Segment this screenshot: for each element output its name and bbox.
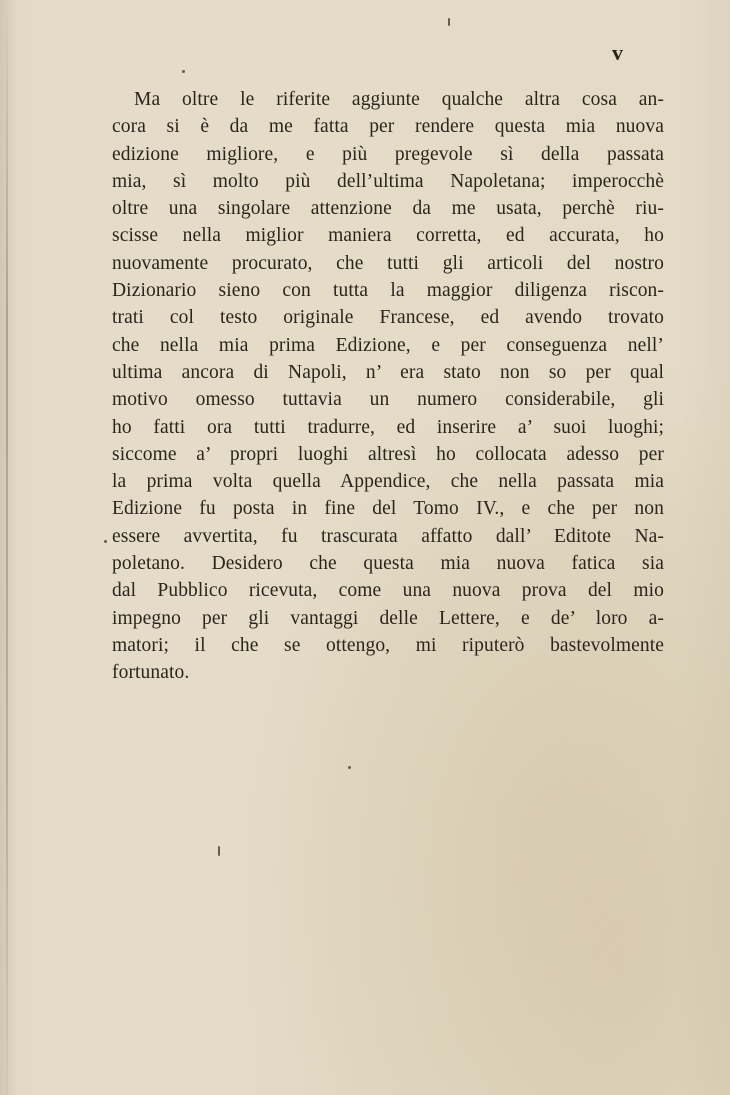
text-line: essere avvertita, fu trascurata affatto dall’ Editote Na- [112, 525, 664, 547]
paper-speck [348, 766, 351, 769]
text-line: siccome a’ propri luoghi altresì ho collocata adesso per [112, 443, 664, 465]
text-line: ho fatti ora tutti tradurre, ed inserire a’ suoi luoghi; [112, 416, 664, 438]
text-line: motivo omesso tuttavia un numero considerabile, gli [112, 389, 664, 411]
text-line: ultima ancora di Napoli, n’ era stato non so per qual [112, 361, 664, 383]
body-paragraph [112, 86, 664, 687]
text-line: matori; il che se ottengo, mi riputerò bastevolmente [112, 634, 664, 656]
text-line: Dizionario sieno con tutta la maggior diligenza riscon- [112, 280, 664, 302]
text-line: cora si è da me fatta per rendere questa mia nuova [112, 116, 664, 138]
text-line: nuovamente procurato, che tutti gli articoli del nostro [112, 252, 664, 274]
paper-speck [104, 540, 107, 543]
text-line: dal Pubblico ricevuta, come una nuova prova del mio [112, 580, 664, 602]
text-line: che nella mia prima Edizione, e per conseguenza nell’ [112, 334, 664, 356]
text-line: Ma oltre le riferite aggiunte qualche altra cosa an- [134, 89, 664, 110]
text-line: impegno per gli vantaggi delle Lettere, e de’ loro a- [112, 607, 664, 629]
paper-speck [218, 846, 220, 856]
text-line: oltre una singolare attenzione da me usata, perchè riu- [112, 198, 664, 220]
text-line: mia, sì molto più dell’ultima Napoletana; imperocchè [112, 170, 664, 192]
page-number: v [612, 40, 623, 65]
text-line: poletano. Desidero che questa mia nuova fatica sia [112, 553, 664, 575]
paper-speck [448, 18, 450, 26]
text-line: edizione migliore, e più pregevole sì della passata [112, 143, 664, 165]
text-line: scisse nella miglior maniera corretta, ed accurata, ho [112, 225, 664, 247]
paper-speck [182, 70, 185, 73]
text-line: la prima volta quella Appendice, che nella passata mia [112, 471, 664, 493]
binding-gutter [6, 0, 8, 1095]
text-line: Edizione fu posta in fine del Tomo IV., e che per non [112, 498, 664, 520]
text-line: trati col testo originale Francese, ed avendo trovato [112, 307, 664, 329]
text-line: fortunato. [112, 662, 190, 684]
